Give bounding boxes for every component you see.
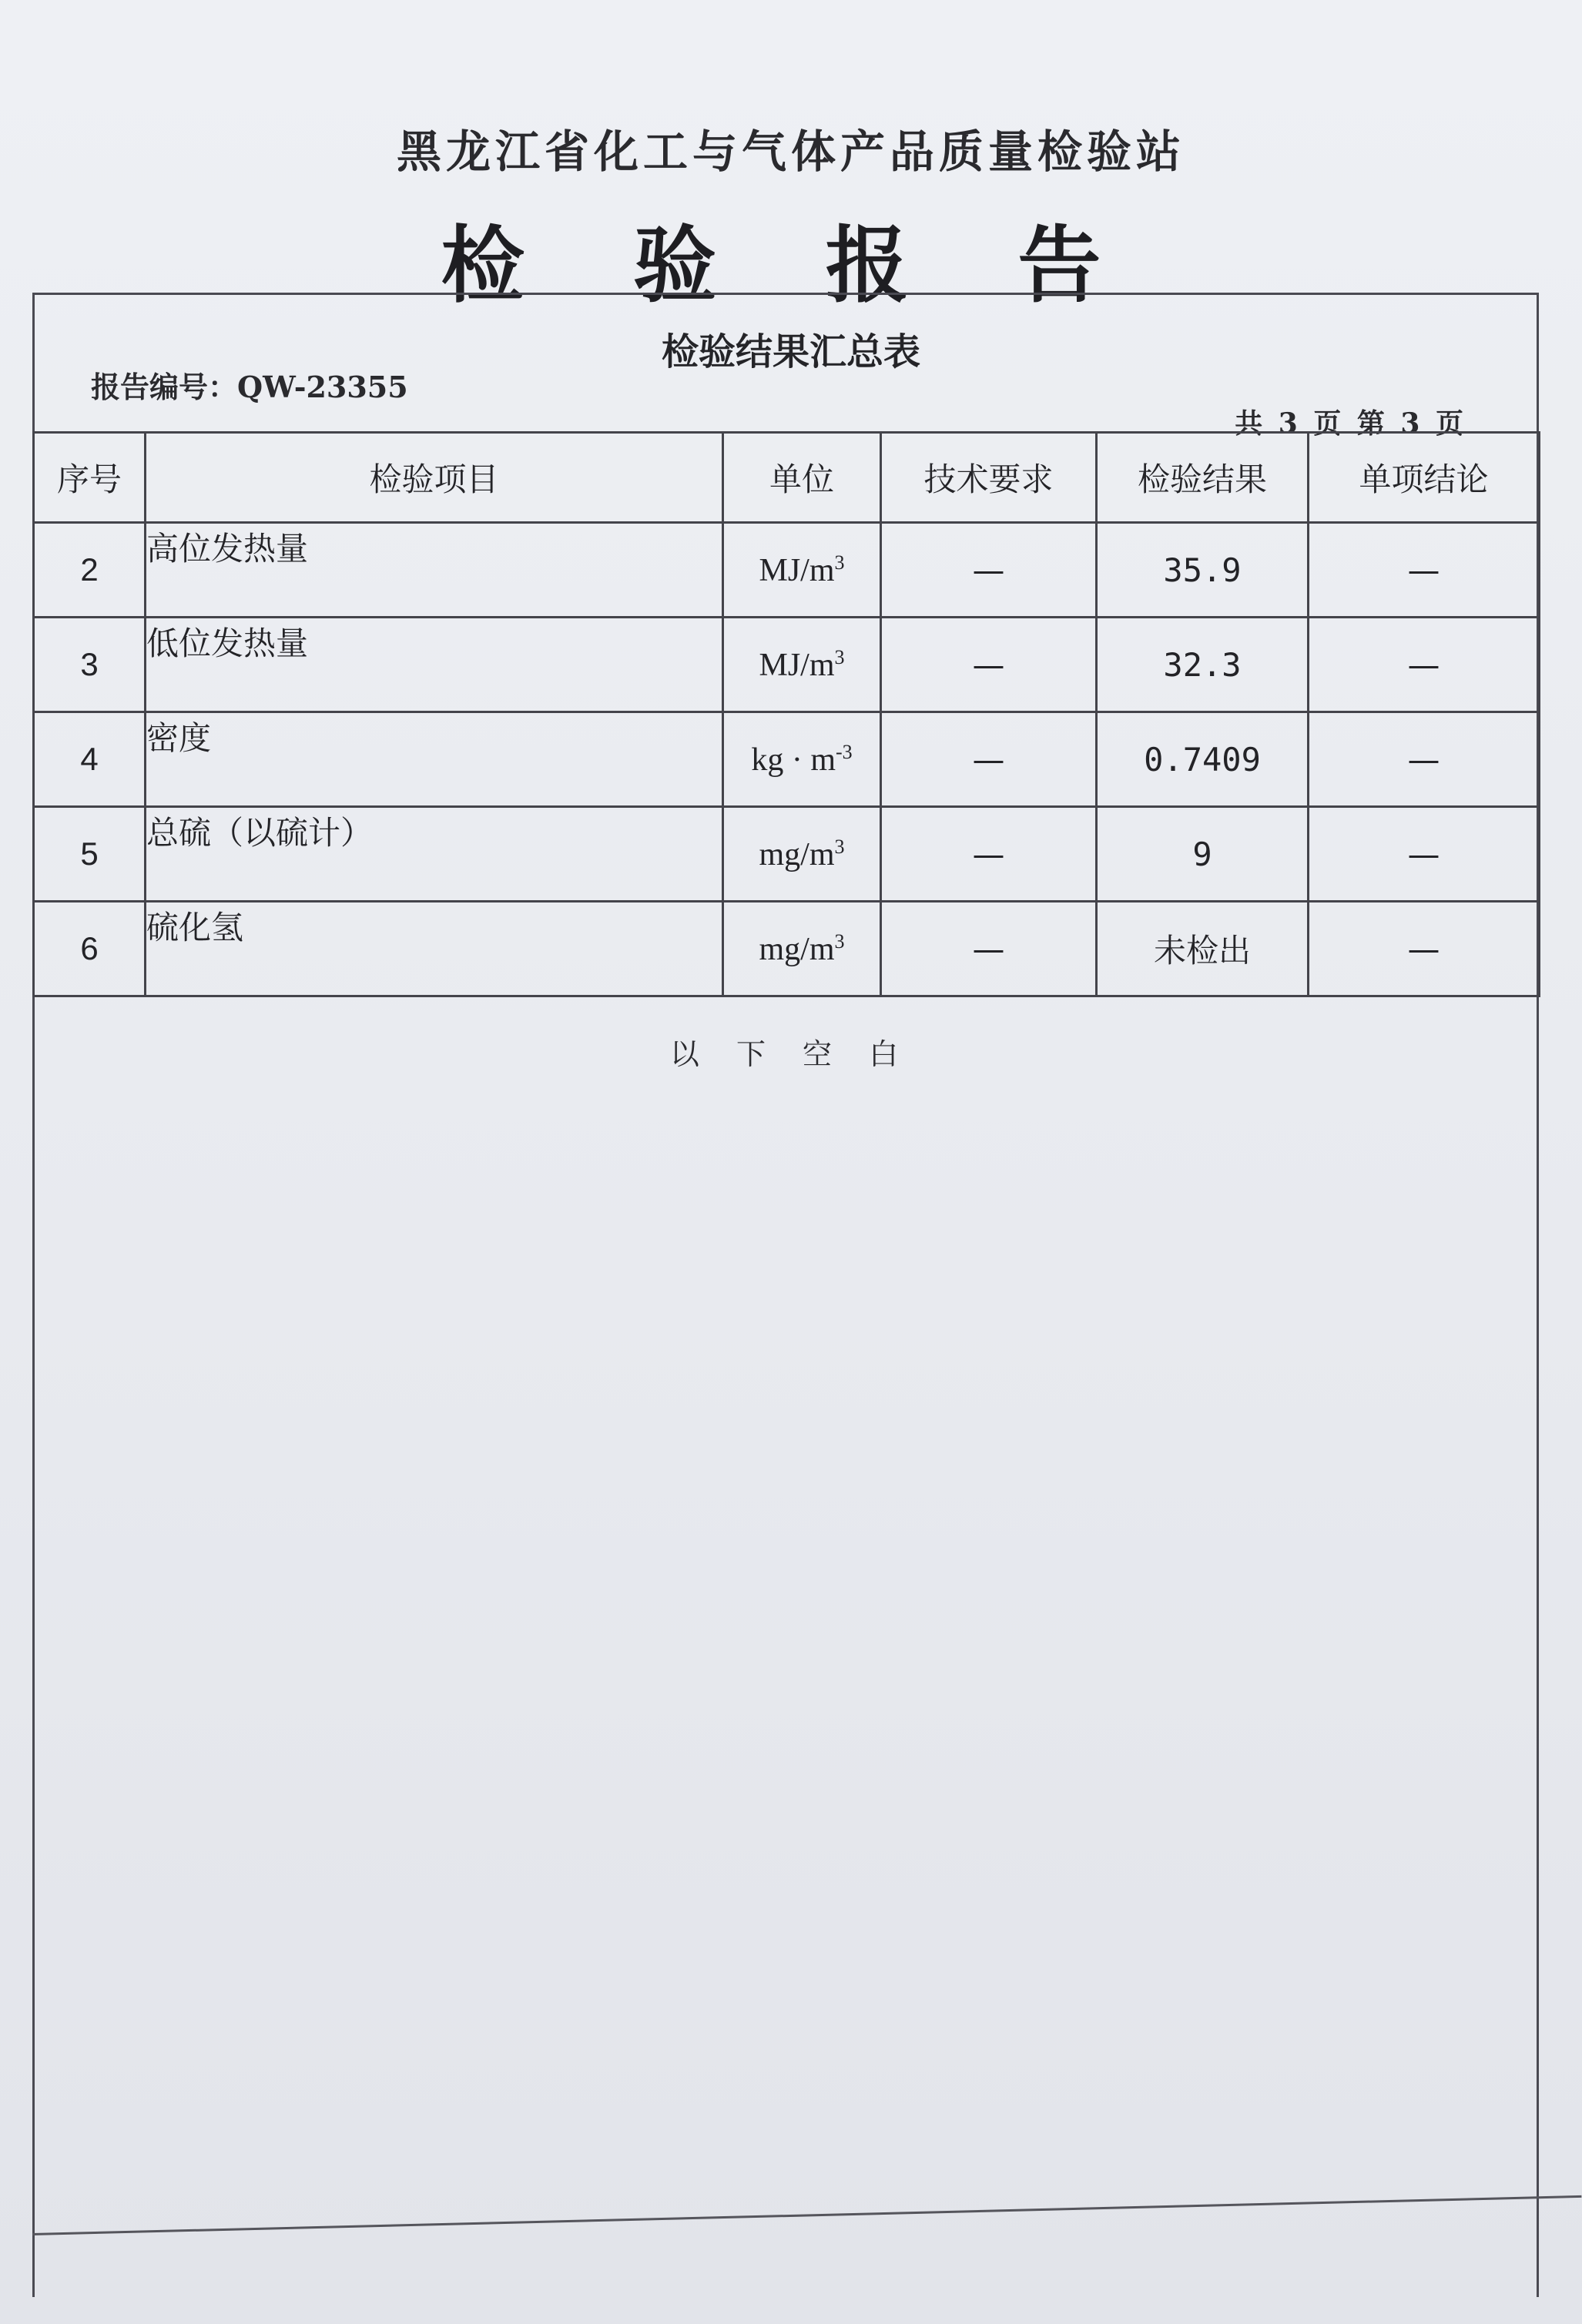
column-header: 检验项目 bbox=[146, 433, 723, 523]
row-conclusion: — bbox=[1309, 712, 1540, 807]
row-result: 32.3 bbox=[1097, 618, 1309, 712]
row-item: 高位发热量 bbox=[146, 523, 723, 618]
column-header: 技术要求 bbox=[881, 433, 1097, 523]
results-table bbox=[32, 431, 1540, 997]
blank-below-note: 以 下 空 白 bbox=[669, 1037, 913, 1071]
table-header-row bbox=[34, 433, 1540, 523]
row-unit: $mg/m^3$ bbox=[723, 902, 881, 996]
table-row bbox=[34, 523, 1540, 618]
column-header: 检验结果 bbox=[1097, 433, 1309, 523]
column-header: 单项结论 bbox=[1309, 433, 1540, 523]
table-row bbox=[34, 807, 1540, 902]
row-result: 9 bbox=[1097, 807, 1309, 902]
row-unit: kg · $m^{-3}$ bbox=[723, 712, 881, 807]
row-result: 0.7409 bbox=[1097, 712, 1309, 807]
row-unit: $MJ/m^3$ bbox=[723, 523, 881, 618]
row-seq: 4 bbox=[34, 712, 146, 807]
row-seq: 6 bbox=[34, 902, 146, 996]
row-requirement: — bbox=[881, 902, 1097, 996]
row-seq: 3 bbox=[34, 618, 146, 712]
row-requirement: — bbox=[881, 523, 1097, 618]
report-number-label: 报告编号： bbox=[91, 370, 238, 404]
row-requirement: — bbox=[881, 712, 1097, 807]
row-item: 硫化氢 bbox=[146, 902, 723, 996]
row-conclusion: — bbox=[1309, 618, 1540, 712]
row-unit: $mg/m^3$ bbox=[723, 807, 881, 902]
row-result: 未检出 bbox=[1097, 902, 1309, 996]
column-header: 单位 bbox=[723, 433, 881, 523]
row-unit: $MJ/m^3$ bbox=[723, 618, 881, 712]
row-item: 密度 bbox=[146, 712, 723, 807]
organization-name: 黑龙江省化工与气体产品质量检验站 bbox=[396, 126, 1185, 178]
row-requirement: — bbox=[881, 807, 1097, 902]
row-requirement: — bbox=[881, 618, 1097, 712]
row-result: 35.9 bbox=[1097, 523, 1309, 618]
row-seq: 2 bbox=[34, 523, 146, 618]
page-count: 共 3 页 第 3 页 bbox=[1235, 407, 1466, 440]
row-conclusion: — bbox=[1309, 807, 1540, 902]
summary-table-title: 检验结果汇总表 bbox=[661, 330, 920, 373]
row-item: 低位发热量 bbox=[146, 618, 723, 712]
row-item: 总硫（以硫计） bbox=[146, 807, 723, 902]
row-conclusion: — bbox=[1309, 523, 1540, 618]
row-conclusion: — bbox=[1309, 902, 1540, 996]
report-number-value: QW-23355 bbox=[237, 370, 408, 404]
table-row bbox=[34, 902, 1540, 996]
report-number bbox=[91, 363, 408, 406]
row-seq: 5 bbox=[34, 807, 146, 902]
column-header: 序号 bbox=[34, 433, 146, 523]
table-row bbox=[34, 618, 1540, 712]
table-row bbox=[34, 712, 1540, 807]
document-title: 检 验 报 告 bbox=[441, 217, 1141, 314]
